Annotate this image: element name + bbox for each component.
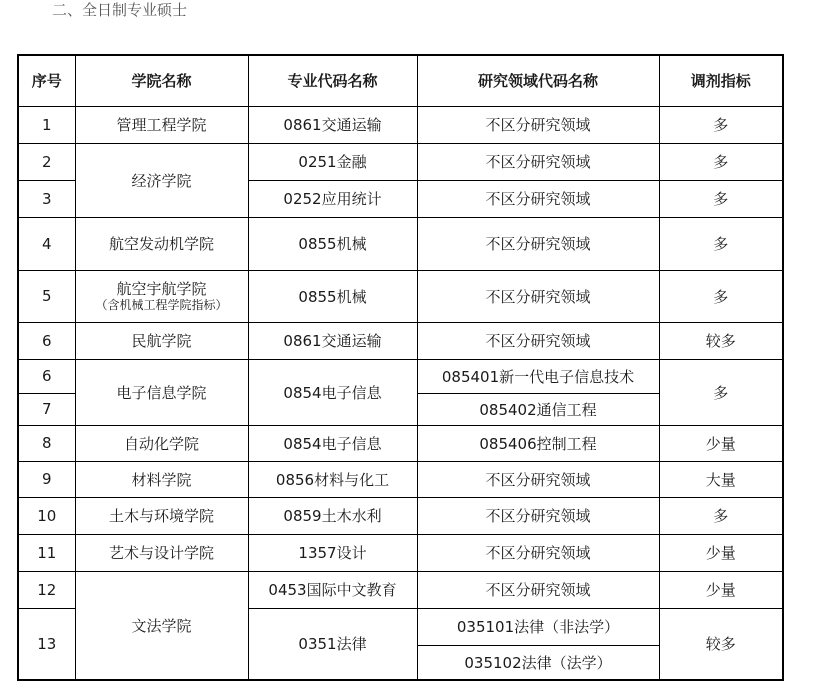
cell-field: 不区分研究领域: [417, 461, 659, 497]
table-row: [18, 461, 783, 497]
cell-quota: 少量: [659, 534, 783, 571]
admissions-table: [17, 54, 784, 681]
cell-no: 4: [18, 217, 75, 270]
cell-quota: 多: [659, 217, 783, 270]
cell-field: 不区分研究领域: [417, 217, 659, 270]
cell-no: 11: [18, 534, 75, 571]
cell-college: 航空发动机学院: [75, 217, 248, 270]
cell-college: 管理工程学院: [75, 106, 248, 143]
cell-no: 2: [18, 143, 75, 180]
cell-college: 自动化学院: [75, 425, 248, 461]
table-row: [18, 534, 783, 571]
cell-field: 不区分研究领域: [417, 571, 659, 608]
cell-field: 不区分研究领域: [417, 106, 659, 143]
cell-quota: 多: [659, 359, 783, 425]
cell-major: 0351法律: [248, 608, 417, 680]
cell-college: 材料学院: [75, 461, 248, 497]
cell-no: 9: [18, 461, 75, 497]
cell-field: 不区分研究领域: [417, 143, 659, 180]
college-note: （含机械工程学院指标）: [95, 298, 228, 312]
cell-college: 土木与环境学院: [75, 497, 248, 534]
cell-field: 不区分研究领域: [417, 497, 659, 534]
cell-quota: 大量: [659, 461, 783, 497]
cell-major: 0861交通运输: [248, 322, 417, 359]
cell-quota: 多: [659, 143, 783, 180]
cell-no: 10: [18, 497, 75, 534]
cell-no: 7: [18, 393, 75, 425]
cell-college: 文法学院: [75, 571, 248, 680]
cell-quota: 多: [659, 270, 783, 322]
cell-major: 0855机械: [248, 217, 417, 270]
cell-quota: 较多: [659, 608, 783, 680]
table-row: [18, 106, 783, 143]
cell-no: 3: [18, 180, 75, 217]
table-row: [18, 497, 783, 534]
cell-field: 不区分研究领域: [417, 322, 659, 359]
cell-major: 0251金融: [248, 143, 417, 180]
cell-college: [75, 270, 248, 322]
table-row: [18, 359, 783, 393]
cell-major: 0453国际中文教育: [248, 571, 417, 608]
cell-field: 035102法律（法学）: [417, 645, 659, 680]
table-row: [18, 217, 783, 270]
cell-major: 0856材料与化工: [248, 461, 417, 497]
header-field: 研究领域代码名称: [417, 55, 659, 106]
cell-field: 085401新一代电子信息技术: [417, 359, 659, 393]
cell-field: 不区分研究领域: [417, 534, 659, 571]
cell-no: 1: [18, 106, 75, 143]
cell-quota: 多: [659, 106, 783, 143]
cell-major: 1357设计: [248, 534, 417, 571]
cell-no: 5: [18, 270, 75, 322]
table-row: [18, 143, 783, 180]
cell-college: 经济学院: [75, 143, 248, 217]
cell-college: 民航学院: [75, 322, 248, 359]
cell-quota: 少量: [659, 425, 783, 461]
cell-no: 8: [18, 425, 75, 461]
cell-no: 6: [18, 359, 75, 393]
college-name: 航空宇航学院: [116, 280, 207, 298]
cell-major: 0854电子信息: [248, 359, 417, 425]
cell-field: 085406控制工程: [417, 425, 659, 461]
cell-major: 0859土木水利: [248, 497, 417, 534]
cell-major: 0854电子信息: [248, 425, 417, 461]
cell-no: 12: [18, 571, 75, 608]
header-college: 学院名称: [75, 55, 248, 106]
table-row: [18, 270, 783, 322]
section-heading: 二、全日制专业硕士: [52, 1, 188, 19]
table-row: [18, 571, 783, 608]
cell-major: 0855机械: [248, 270, 417, 322]
header-no: 序号: [18, 55, 75, 106]
cell-field: 035101法律（非法学）: [417, 608, 659, 645]
cell-quota: 较多: [659, 322, 783, 359]
table-row: [18, 425, 783, 461]
cell-field: 不区分研究领域: [417, 270, 659, 322]
cell-college: 电子信息学院: [75, 359, 248, 425]
cell-quota: 多: [659, 180, 783, 217]
cell-no: 6: [18, 322, 75, 359]
cell-field: 不区分研究领域: [417, 180, 659, 217]
cell-quota: 少量: [659, 571, 783, 608]
table-header-row: [18, 55, 783, 106]
cell-major: 0252应用统计: [248, 180, 417, 217]
cell-quota: 多: [659, 497, 783, 534]
cell-no: 13: [18, 608, 75, 680]
cell-major: 0861交通运输: [248, 106, 417, 143]
cell-college: 艺术与设计学院: [75, 534, 248, 571]
table-row: [18, 322, 783, 359]
cell-field: 085402通信工程: [417, 393, 659, 425]
header-major: 专业代码名称: [248, 55, 417, 106]
header-quota: 调剂指标: [659, 55, 783, 106]
